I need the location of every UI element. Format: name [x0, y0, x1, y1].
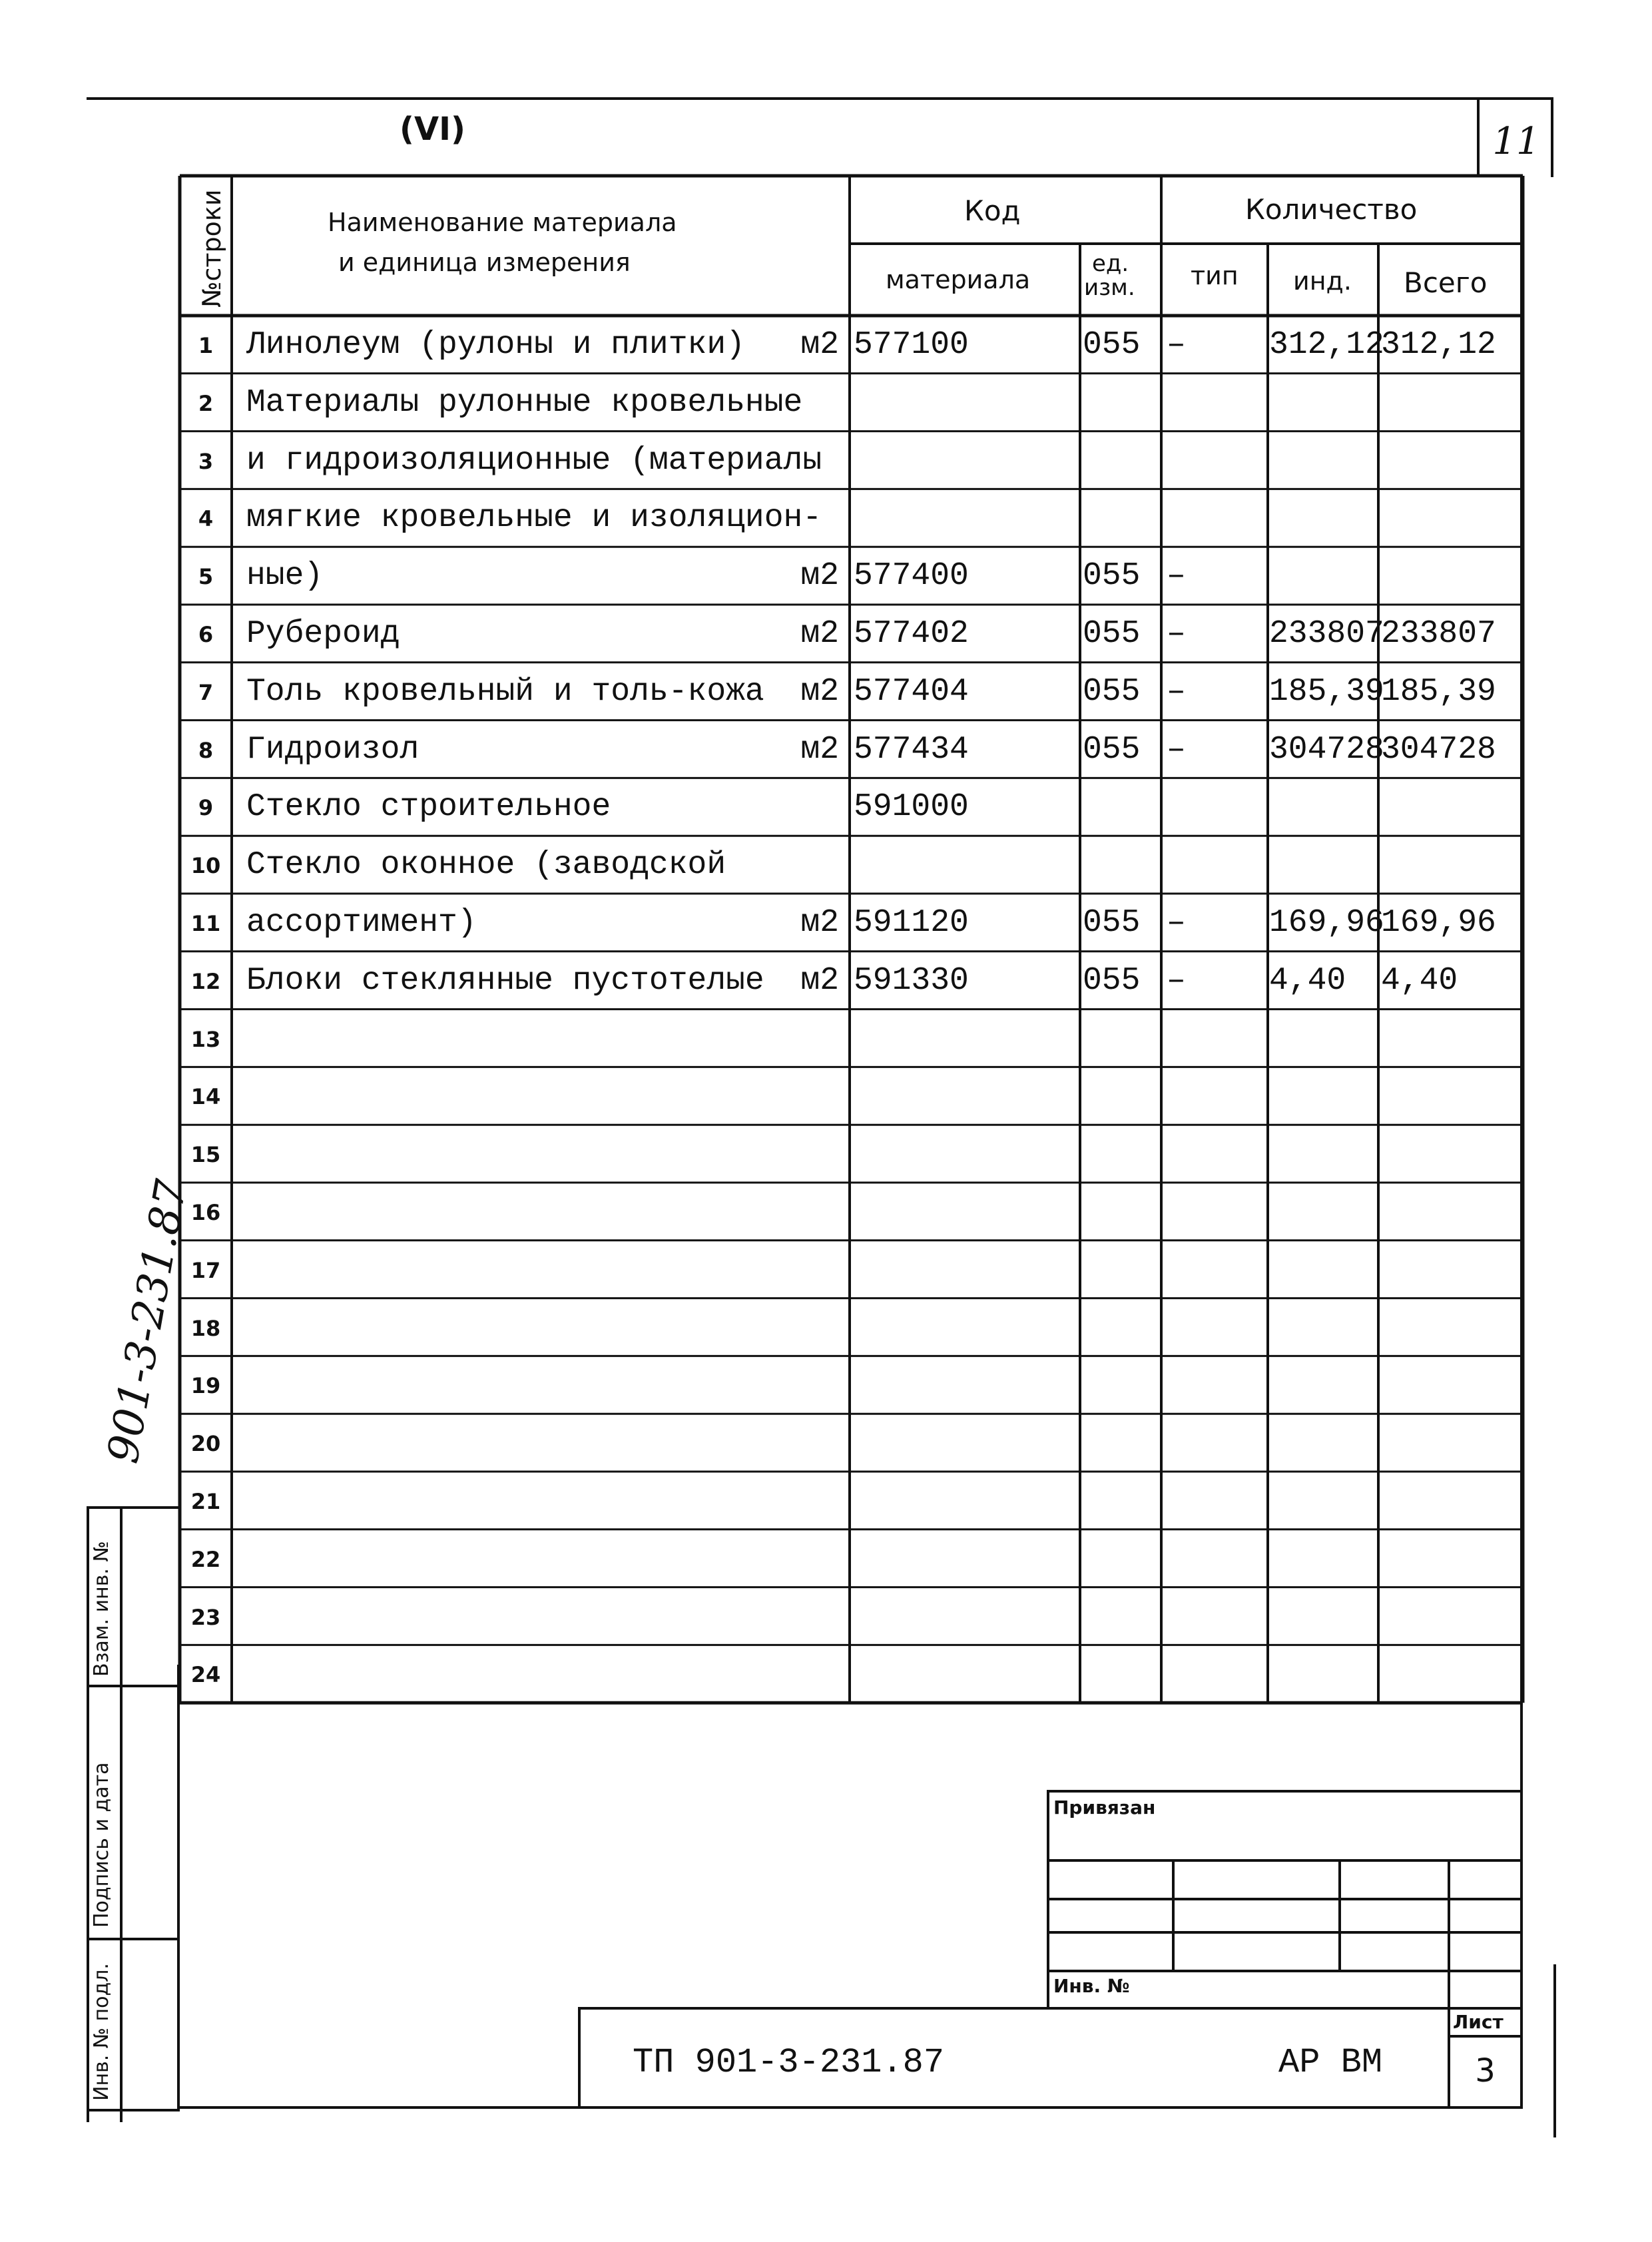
- type: –: [1167, 962, 1186, 999]
- row-number: 9: [198, 795, 214, 821]
- unit-code: 055: [1083, 616, 1141, 652]
- row-number: 4: [198, 506, 214, 532]
- unit: м2: [800, 962, 839, 999]
- material-name: мягкие кровельные и изоляцион-: [246, 500, 822, 537]
- row-number: 17: [190, 1257, 221, 1283]
- stamp-sheet-label: Лист: [1453, 2011, 1504, 2033]
- material-name: Стекло строительное: [246, 789, 611, 826]
- row-number: 8: [198, 737, 214, 763]
- header-total: Всего: [1404, 266, 1488, 299]
- row-number: 15: [190, 1142, 221, 1168]
- material-code: 591120: [854, 905, 969, 941]
- quantity-ind: 185,39: [1269, 673, 1384, 710]
- material-name: Гидроизол: [246, 731, 419, 768]
- material-name: ассортимент): [246, 905, 477, 941]
- unit-code: 055: [1083, 905, 1141, 941]
- unit-code: 055: [1083, 731, 1141, 768]
- quantity-total: 233807: [1381, 616, 1496, 652]
- header-quantity: Количество: [1245, 193, 1418, 226]
- stamp-mark: АР ВМ: [1278, 2043, 1383, 2082]
- row-number: 14: [190, 1084, 221, 1110]
- stamp-document-code: ТП 901-3-231.87: [633, 2043, 945, 2082]
- unit: м2: [800, 327, 839, 363]
- quantity-ind: 169,96: [1269, 905, 1384, 941]
- unit: м2: [800, 731, 839, 768]
- quantity-total: 169,96: [1381, 905, 1496, 941]
- row-number: 10: [190, 853, 221, 879]
- row-number: 21: [190, 1489, 221, 1514]
- row-number: 24: [190, 1662, 221, 1688]
- stamp-inv-label: Инв. №: [1053, 1975, 1130, 1997]
- header-name-line1: Наименование материала: [328, 208, 677, 237]
- stamp-sheet-number: 3: [1475, 2052, 1496, 2090]
- side-label-inv-orig: Инв. № подл.: [90, 1963, 113, 2101]
- type: –: [1167, 673, 1186, 710]
- quantity-ind: 304728: [1269, 731, 1384, 768]
- row-number: 2: [198, 390, 214, 416]
- quantity-total: 185,39: [1381, 673, 1496, 710]
- quantity-ind: 312,12: [1269, 327, 1384, 363]
- header-material: материала: [886, 265, 1031, 294]
- material-name: Линолеум (рулоны и плитки): [246, 327, 745, 363]
- section-mark: (VI): [400, 111, 465, 148]
- row-number: 1: [198, 333, 214, 358]
- row-number: 22: [190, 1546, 221, 1572]
- material-code: 577400: [854, 558, 969, 595]
- row-number: 23: [190, 1604, 221, 1630]
- type: –: [1167, 905, 1186, 941]
- unit-code: 055: [1083, 962, 1141, 999]
- material-name: и гидроизоляционные (материалы: [246, 442, 822, 479]
- header-type: тип: [1191, 261, 1239, 290]
- header-name-line2: и единица измерения: [338, 248, 631, 277]
- unit: м2: [800, 673, 839, 710]
- header-code: Код: [964, 194, 1021, 227]
- row-number: 19: [190, 1373, 221, 1399]
- row-number: 20: [190, 1431, 221, 1457]
- row-number: 7: [198, 679, 214, 705]
- row-number: 12: [190, 968, 221, 994]
- page-number: 11: [1492, 120, 1540, 163]
- side-label-sign-date: Подпись и дата: [90, 1762, 113, 1928]
- type: –: [1167, 616, 1186, 652]
- quantity-total: 312,12: [1381, 327, 1496, 363]
- type: –: [1167, 327, 1186, 363]
- material-code: 591330: [854, 962, 969, 999]
- unit-code: 055: [1083, 327, 1141, 363]
- quantity-total: 304728: [1381, 731, 1496, 768]
- row-number: 11: [190, 911, 221, 936]
- row-number: 18: [190, 1315, 221, 1341]
- unit: м2: [800, 558, 839, 595]
- header-ind: инд.: [1293, 266, 1352, 296]
- row-number: 13: [190, 1026, 221, 1052]
- material-name: Материалы рулонные кровельные: [246, 384, 803, 421]
- unit-code: 055: [1083, 673, 1141, 710]
- header-unit-line1: ед.: [1092, 250, 1129, 277]
- quantity-ind: 4,40: [1269, 962, 1346, 999]
- unit-code: 055: [1083, 558, 1141, 595]
- row-number: 6: [198, 622, 214, 647]
- unit: м2: [800, 905, 839, 941]
- material-code: 591000: [854, 789, 969, 826]
- stamp-bound-label: Привязан: [1053, 1797, 1156, 1819]
- material-name: Толь кровельный и толь-кожа: [246, 673, 764, 710]
- quantity-ind: 233807: [1269, 616, 1384, 652]
- material-name: Рубероид: [246, 616, 400, 652]
- unit: м2: [800, 616, 839, 652]
- row-number: 3: [198, 448, 214, 474]
- material-code: 577404: [854, 673, 969, 710]
- header-unit-line2: изм.: [1084, 274, 1135, 301]
- material-name: Блоки стеклянные пустотелые: [246, 962, 764, 999]
- material-code: 577434: [854, 731, 969, 768]
- material-name: ные): [246, 558, 324, 595]
- material-code: 577402: [854, 616, 969, 652]
- type: –: [1167, 558, 1186, 595]
- side-label-replace: Взам. инв. №: [90, 1541, 113, 1677]
- side-document-code: 901-3-231.87: [99, 1176, 197, 1467]
- material-name: Стекло оконное (заводской: [246, 847, 726, 884]
- header-row-number: №строки: [197, 189, 226, 308]
- row-number: 5: [198, 564, 214, 590]
- material-code: 577100: [854, 327, 969, 363]
- quantity-total: 4,40: [1381, 962, 1458, 999]
- row-number: 16: [190, 1200, 221, 1225]
- type: –: [1167, 731, 1186, 768]
